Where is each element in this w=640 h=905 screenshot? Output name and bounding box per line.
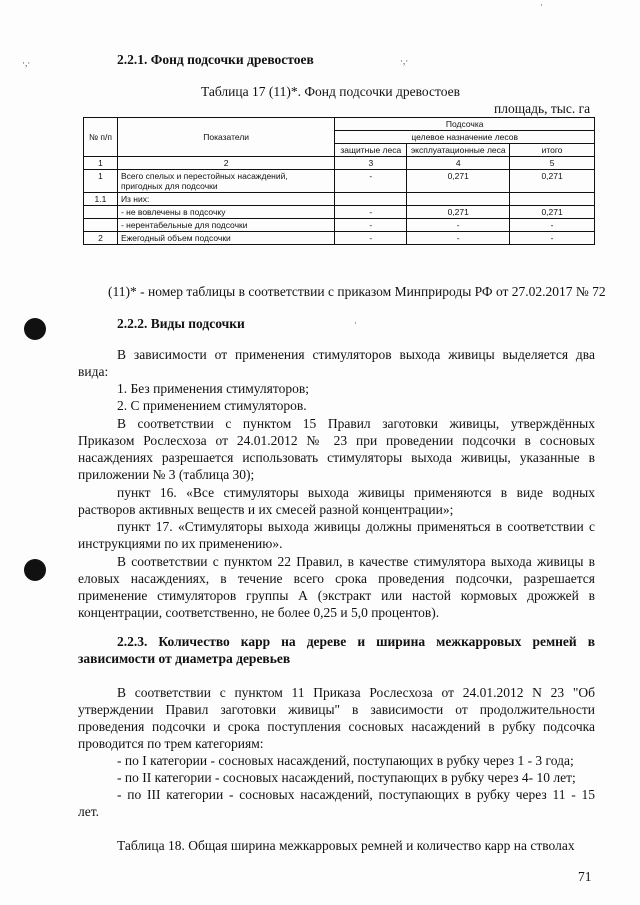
paragraph-line: еловых насаждениях, в течение всего срока проведения подсочки, разрешается xyxy=(78,571,595,586)
category-item: - по III категории - сосновых насаждений, поступающих в рубку через 11 - 15 xyxy=(117,787,595,802)
row-label: Всего спелых и перестойных насаждений, пригодных для подсочки xyxy=(117,170,334,193)
col-number: 1 xyxy=(84,157,118,170)
row-cell: - xyxy=(335,206,407,219)
binder-hole xyxy=(24,559,46,581)
paragraph-line: концентрации, соответственно, не более 0,25 и 5,0 процентов). xyxy=(78,605,440,620)
table-column-numbers-row xyxy=(84,157,595,170)
list-item: 1. Без применения стимуляторов; xyxy=(117,381,309,396)
header-total: итого xyxy=(510,144,595,157)
row-cell: 0,271 xyxy=(510,206,595,219)
row-cell: - xyxy=(510,232,595,245)
scan-speck: · xyxy=(354,318,357,328)
row-label: - не вовлечены в подсочку xyxy=(117,206,334,219)
row-label: Ежегодный объем подсочки xyxy=(117,232,334,245)
paragraph-line: приложении № 3 (таблица 30); xyxy=(78,467,255,482)
table-row xyxy=(84,193,595,206)
section-heading-2-2-1: 2.2.1. Фонд подсочки древостоев xyxy=(117,52,314,67)
table-18-caption: Таблица 18. Общая ширина межкарровых ремней и количество карр на стволах xyxy=(117,838,575,853)
header-protective: защитные леса xyxy=(335,144,407,157)
page-number: 71 xyxy=(578,869,592,884)
row-number: 1.1 xyxy=(84,193,118,206)
row-cell: 0,271 xyxy=(407,206,510,219)
header-number: № п/п xyxy=(84,118,118,157)
table-row xyxy=(84,232,595,245)
row-cell: - xyxy=(407,232,510,245)
header-purpose: целевое назначение лесов xyxy=(335,131,595,144)
col-number: 2 xyxy=(117,157,334,170)
table-17-footnote: (11)* - номер таблицы в соответствии с приказом Минприроды РФ от 27.02.2017 № 72 xyxy=(108,284,606,299)
header-podsochka: Подсочка xyxy=(335,118,595,131)
paragraph-line: В соответствии с пунктом 22 Правил, в качестве стимулятора выхода живицы в xyxy=(117,554,595,569)
row-number xyxy=(84,206,118,219)
table-row xyxy=(84,206,595,219)
paragraph-line: пункт 17. «Стимуляторы выхода живицы должны применяться в соответствии с xyxy=(117,519,595,534)
paragraph-line: проводится по трем категориям: xyxy=(78,736,264,751)
table-17 xyxy=(83,117,595,245)
scan-speck: ·,· xyxy=(400,56,409,66)
col-number: 5 xyxy=(510,157,595,170)
scan-speck: · xyxy=(540,0,543,10)
paragraph-line: проведения подсочки и срока поступления сосновых насаждений в рубку подсочка xyxy=(78,719,595,734)
paragraph-line: В зависимости от применения стимуляторов выхода живицы выделяется два xyxy=(117,347,595,362)
paragraph-line: В соответствии с пунктом 11 Приказа Рослесхоза от 24.01.2012 N 23 "Об xyxy=(117,685,595,700)
paragraph-line: инструкциями по их применению». xyxy=(78,536,283,551)
row-cell: - xyxy=(407,219,510,232)
col-number: 4 xyxy=(407,157,510,170)
header-exploitation: эксплуатационные леса xyxy=(407,144,510,157)
paragraph-line: утверждении Правил заготовки живицы" в зависимости от продолжительности xyxy=(78,702,595,717)
row-cell: - xyxy=(335,232,407,245)
row-cell: 0,271 xyxy=(407,170,510,193)
category-item: - по II категории - сосновых насаждений, поступающих в рубку через 4- 10 лет; xyxy=(117,770,576,785)
row-number xyxy=(84,219,118,232)
row-label: - нерентабельные для подсочки xyxy=(117,219,334,232)
row-label: Из них: xyxy=(117,193,334,206)
row-cell xyxy=(407,193,510,206)
row-number: 1 xyxy=(84,170,118,193)
paragraph-line: вида: xyxy=(78,364,109,379)
table-17-unit: площадь, тыс. га xyxy=(494,101,591,116)
paragraph-line: В соответствии с пунктом 15 Правил заготовки живицы, утверждённых xyxy=(117,416,595,431)
paragraph-line: применение стимуляторов группы А (экстракт или настой кормовых дрожжей в xyxy=(78,588,595,603)
section-heading-2-2-2: 2.2.2. Виды подсочки xyxy=(117,316,245,331)
section-heading-2-2-3-cont: зависимости от диаметра деревьев xyxy=(78,651,291,666)
table-header-row xyxy=(84,118,595,131)
table-17-caption: Таблица 17 (11)*. Фонд подсочки древостоев xyxy=(201,84,461,99)
section-heading-2-2-3: 2.2.3. Количество карр на дереве и ширина межкарровых ремней в xyxy=(117,634,595,649)
paragraph-line: насаждениях разрешается использовать стимуляторы выхода живицы, указанные в xyxy=(78,450,595,465)
row-cell: 0,271 xyxy=(510,170,595,193)
row-cell: - xyxy=(335,219,407,232)
row-cell: - xyxy=(335,170,407,193)
category-item-cont: лет. xyxy=(78,804,99,819)
paragraph-line: Приказом Рослесхоза от 24.01.2012 № 23 при проведении подсочки в сосновых xyxy=(78,433,595,448)
table-row xyxy=(84,219,595,232)
category-item: - по I категории - сосновых насаждений, поступающих в рубку через 1 - 3 года; xyxy=(117,753,574,768)
table-row xyxy=(84,170,595,193)
row-cell: - xyxy=(510,219,595,232)
col-number: 3 xyxy=(335,157,407,170)
paragraph-line: растворов активных веществ и их смесей разной концентрации»; xyxy=(78,502,454,517)
row-number: 2 xyxy=(84,232,118,245)
row-cell xyxy=(335,193,407,206)
header-indicators: Показатели xyxy=(117,118,334,157)
paragraph-line: пункт 16. «Все стимуляторы выхода живицы применяются в виде водных xyxy=(117,485,595,500)
list-item: 2. С применением стимуляторов. xyxy=(117,398,307,413)
row-cell xyxy=(510,193,595,206)
binder-hole xyxy=(24,318,46,340)
scan-speck: ·,· xyxy=(22,58,31,68)
